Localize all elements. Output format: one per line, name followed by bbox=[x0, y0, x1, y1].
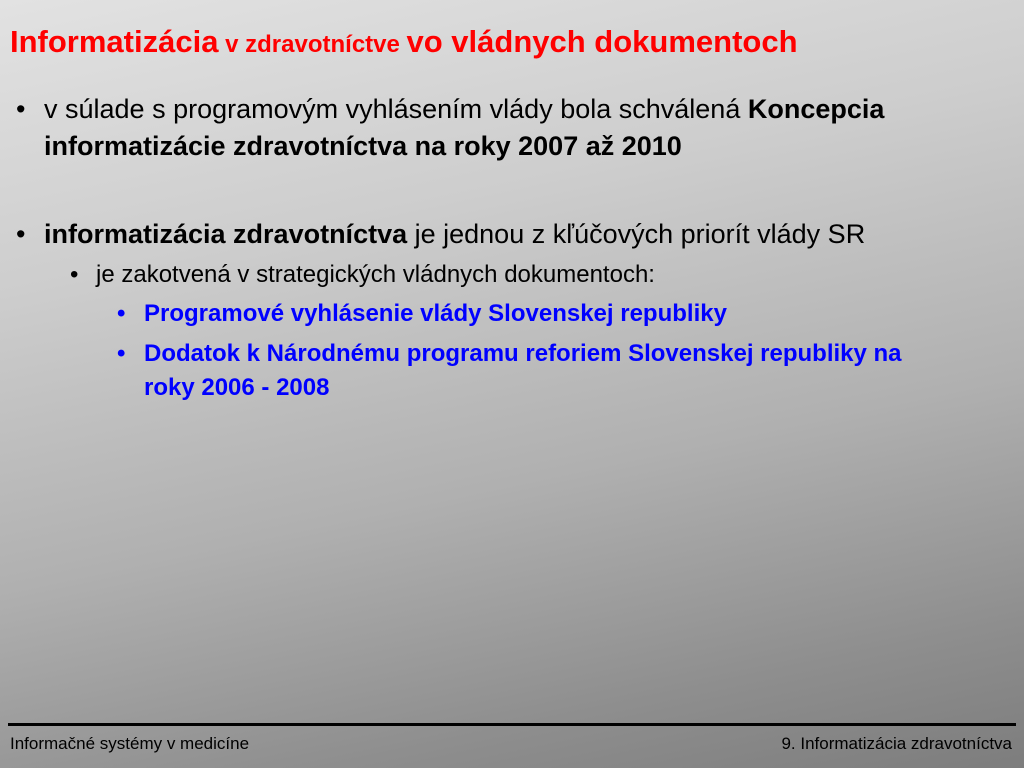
document-item-1-text: Programové vyhlásenie vlády Slovenskej republiky bbox=[144, 300, 727, 327]
slide-content bbox=[14, 91, 1004, 405]
bullet-1-plain: v súlade s programovým vyhlásením vlády bola schválená bbox=[44, 94, 748, 124]
bullet-marker: • bbox=[16, 219, 26, 249]
document-item-marker: • bbox=[117, 340, 126, 367]
footer-divider bbox=[8, 723, 1016, 726]
bullet-2-text bbox=[44, 216, 964, 253]
document-item-2-text: Dodatok k Národnému programu reforiem Slovenskej republiky na roky 2006 - 2008 bbox=[144, 340, 902, 401]
sub-bullet bbox=[14, 259, 1004, 291]
sub-bullet-marker: • bbox=[70, 261, 79, 288]
bullet-2-plain: je jednou z kľúčových priorít vlády SR bbox=[407, 219, 866, 249]
document-item-2 bbox=[14, 337, 934, 405]
bullet-marker: • bbox=[16, 94, 26, 124]
title-part-1: Informatizácia bbox=[10, 24, 219, 59]
sub-bullet-text: je zakotvená v strategických vládnych dokumentoch: bbox=[96, 261, 655, 288]
title-part-2: v zdravotníctve bbox=[218, 31, 407, 58]
footer-course-name: Informačné systémy v medicíne bbox=[10, 734, 250, 753]
bullet-1-bold: Koncepcia informatizácie zdravotníctva na roky 2007 až 2010 bbox=[44, 94, 885, 161]
document-item-marker: • bbox=[117, 300, 126, 327]
bullet-2 bbox=[14, 216, 964, 253]
bullet-1 bbox=[14, 91, 974, 165]
footer-chapter-name: 9. Informatizácia zdravotníctva bbox=[781, 734, 1012, 753]
document-item-1 bbox=[14, 297, 934, 331]
slide-title bbox=[10, 22, 798, 65]
title-part-3: vo vládnych dokumentoch bbox=[406, 24, 798, 59]
bullet-1-text bbox=[44, 91, 924, 165]
bullet-2-bold: informatizácia zdravotníctva bbox=[44, 219, 408, 249]
